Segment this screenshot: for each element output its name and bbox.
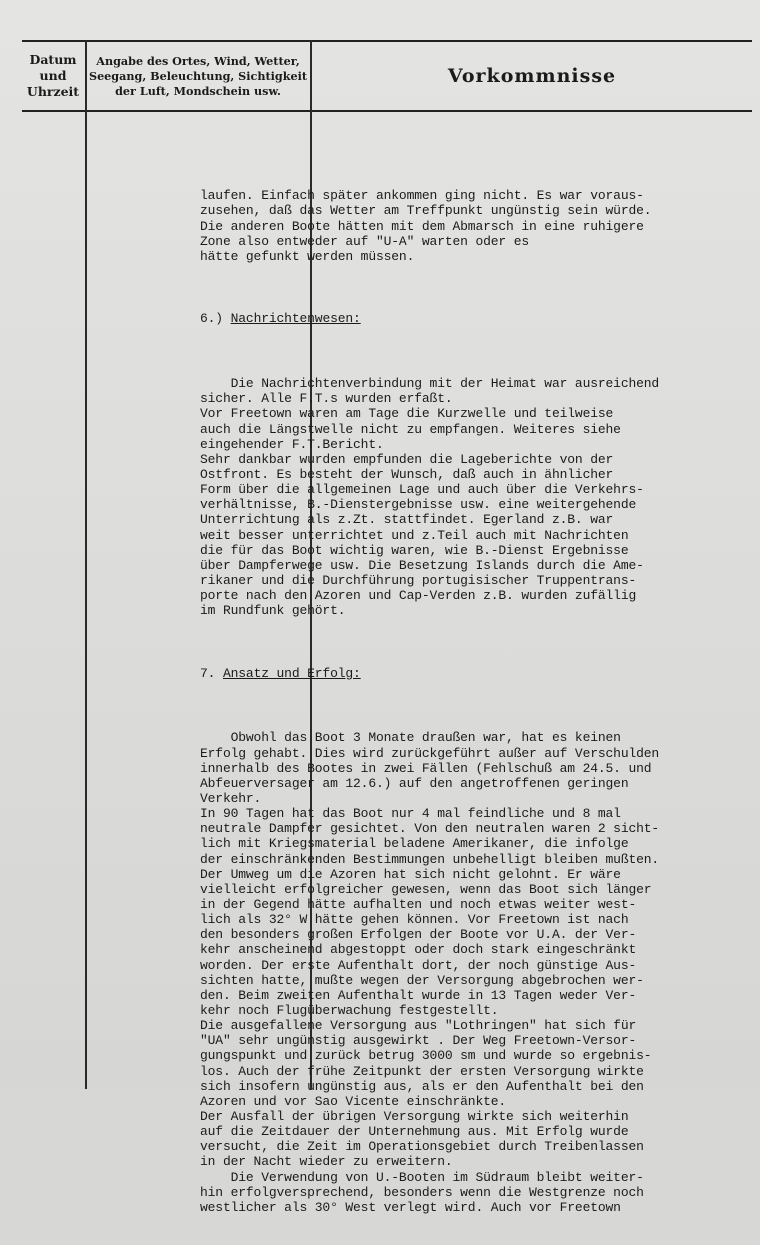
text-line: sicher. Alle F.T.s wurden erfaßt. bbox=[200, 391, 453, 407]
text-line: westlicher als 30° West verlegt wird. Auch vor Freetown bbox=[200, 1199, 621, 1215]
header-events: Vorkommnisse bbox=[447, 65, 617, 87]
text-line: kehr noch Flugüberwachung festgestellt. bbox=[200, 1002, 499, 1018]
text-line: rikaner und die Durchführung portugisischer Truppentrans- bbox=[200, 572, 637, 588]
section-heading-6 bbox=[200, 311, 756, 326]
text-line: zusehen, daß das Wetter am Treffpunkt ungünstig sein würde. bbox=[200, 203, 652, 219]
text-line: in der Nacht wieder zu erweitern. bbox=[200, 1154, 453, 1170]
header-date-time bbox=[22, 42, 84, 110]
section-6-number: 6.) bbox=[200, 311, 223, 327]
text-line: Zone also entweder auf "U-A" warten oder es bbox=[200, 233, 530, 249]
text-line: lich mit Kriegsmaterial beladene Amerikaner, die infolge bbox=[200, 836, 629, 852]
text-line: Erfolg gehabt. Dies wird zurückgeführt außer auf Verschulden bbox=[200, 745, 660, 761]
text-line: Sehr dankbar wurden empfunden die Lageberichte von der bbox=[200, 451, 614, 467]
paragraph-weather-consequences bbox=[200, 188, 756, 264]
log-entry-text bbox=[200, 158, 756, 1245]
header-date-line1: Datum bbox=[29, 52, 77, 67]
text-line: laufen. Einfach später ankommen ging nicht. Es war voraus- bbox=[200, 188, 644, 204]
text-line: über Dampferwege usw. Die Besetzung Islands durch die Ame- bbox=[200, 557, 644, 573]
text-line: neutrale Dampfer gesichtet. Von den neutralen waren 2 sicht- bbox=[200, 821, 660, 837]
text-line: lich als 32° W hätte gehen können. Vor Freetown ist nach bbox=[200, 912, 629, 928]
text-line: Der Ausfall der übrigen Versorgung wirkte sich weiterhin bbox=[200, 1108, 629, 1124]
text-line: Abfeuerversager am 12.6.) auf den angetroffenen geringen bbox=[200, 775, 629, 791]
paragraph-communications bbox=[200, 376, 756, 618]
text-line: Die anderen Boote hätten mit dem Abmarsch in eine ruhigere bbox=[200, 218, 644, 234]
text-line: worden. Der erste Aufenthalt dort, der noch günstige Aus- bbox=[200, 957, 637, 973]
section-7-title: Ansatz und Erfolg: bbox=[222, 665, 361, 681]
text-line: eingehender F.T.Bericht. bbox=[200, 436, 384, 452]
text-line: weit besser unterrichtet und z.Teil auch mit Nachrichten bbox=[200, 527, 629, 543]
column-rule-left bbox=[85, 40, 87, 1089]
text-line: "UA" sehr ungünstig ausgewirkt . Der Weg Freetown-Versor- bbox=[200, 1033, 637, 1049]
text-line: Verkehr. bbox=[200, 790, 262, 806]
text-line: Vor Freetown waren am Tage die Kurzwelle und teilweise bbox=[200, 406, 614, 422]
section-6-title: Nachrichtenwesen: bbox=[230, 311, 361, 327]
text-line: hätte gefunkt werden müssen. bbox=[200, 248, 415, 264]
text-line: verhältnisse, B.-Dienstergebnisse usw. eine weitergehende bbox=[200, 497, 637, 513]
text-line: In 90 Tagen hat das Boot nur 4 mal feindliche und 8 mal bbox=[200, 806, 621, 822]
text-line: der einschränkenden Bestimmungen unbehelligt bleiben mußten. bbox=[200, 851, 660, 867]
header-location-line2: Seegang, Beleuchtung, Sichtigkeit bbox=[88, 68, 307, 83]
text-line: im Rundfunk gehört. bbox=[200, 603, 346, 619]
text-line: die für das Boot wichtig waren, wie B.-Dienst Ergebnisse bbox=[200, 542, 629, 558]
section-7-number: 7. bbox=[200, 665, 216, 681]
text-line: den besonders großen Erfolgen der Boote vor U.A. der Ver- bbox=[200, 927, 637, 943]
text-line: sichten hatte, mußte wegen der Versorgung abgebrochen wer- bbox=[200, 972, 644, 988]
text-line: Azoren und vor Sao Vicente einschränkte. bbox=[200, 1093, 507, 1109]
text-line: porte nach den Azoren und Cap-Verden z.B. wurden zufällig bbox=[200, 588, 637, 604]
text-line: sich insofern ungünstig aus, als er den Aufenthalt bei den bbox=[200, 1078, 644, 1094]
header-location-line3: der Luft, Mondschein usw. bbox=[115, 83, 281, 98]
text-line: Unterrichtung als z.Zt. stattfindet. Egerland z.B. war bbox=[200, 512, 614, 528]
text-line: den. Beim zweiten Aufenthalt wurde in 13 Tagen weder Ver- bbox=[200, 987, 637, 1003]
text-line: Ostfront. Es besteht der Wunsch, daß auch in ähnlicher bbox=[200, 466, 614, 482]
text-line: Die ausgefallene Versorgung aus "Lothringen" hat sich für bbox=[200, 1018, 637, 1034]
section-heading-7 bbox=[200, 666, 756, 681]
text-line: auch die Längstwelle nicht zu empfangen. Weiteres siehe bbox=[200, 421, 621, 437]
text-line: Obwohl das Boot 3 Monate draußen war, hat es keinen bbox=[200, 730, 621, 746]
header-date-line3: Uhrzeit bbox=[26, 84, 80, 99]
header-location-line1: Angabe des Ortes, Wind, Wetter, bbox=[96, 53, 300, 68]
text-line: kehr anscheinend abgestoppt oder doch stark eingeschränkt bbox=[200, 942, 637, 958]
text-line: Die Nachrichtenverbindung mit der Heimat war ausreichend bbox=[200, 376, 660, 392]
header-date-line2: und bbox=[39, 68, 67, 83]
text-line: auf die Zeitdauer der Unternehmung aus. Mit Erfolg wurde bbox=[200, 1124, 629, 1140]
paragraph-operations-success bbox=[200, 730, 756, 1215]
text-line: in der Gegend hätte aufhalten und noch etwas weiter west- bbox=[200, 896, 637, 912]
text-line: innerhalb des Bootes in zwei Fällen (Fehlschuß am 24.5. und bbox=[200, 760, 652, 776]
text-line: hin erfolgversprechend, besonders wenn die Westgrenze noch bbox=[200, 1184, 644, 1200]
table-header bbox=[22, 40, 752, 112]
text-line: los. Auch der frühe Zeitpunkt der ersten Versorgung wirkte bbox=[200, 1063, 644, 1079]
text-line: gungspunkt und zurück betrug 3000 sm und wurde so ergebnis- bbox=[200, 1048, 652, 1064]
text-line: Der Umweg um die Azoren hat sich nicht gelohnt. Er wäre bbox=[200, 866, 621, 882]
text-line: Die Verwendung von U.-Booten im Südraum bleibt weiter- bbox=[200, 1169, 644, 1185]
text-line: vielleicht erfolgreicher gewesen, wenn das Boot sich länger bbox=[200, 881, 652, 897]
header-location-weather bbox=[86, 42, 310, 110]
text-line: versucht, die Zeit im Operationsgebiet durch Treibenlassen bbox=[200, 1139, 644, 1155]
text-line: Form über die allgemeinen Lage und auch über die Verkehrs- bbox=[200, 482, 644, 498]
